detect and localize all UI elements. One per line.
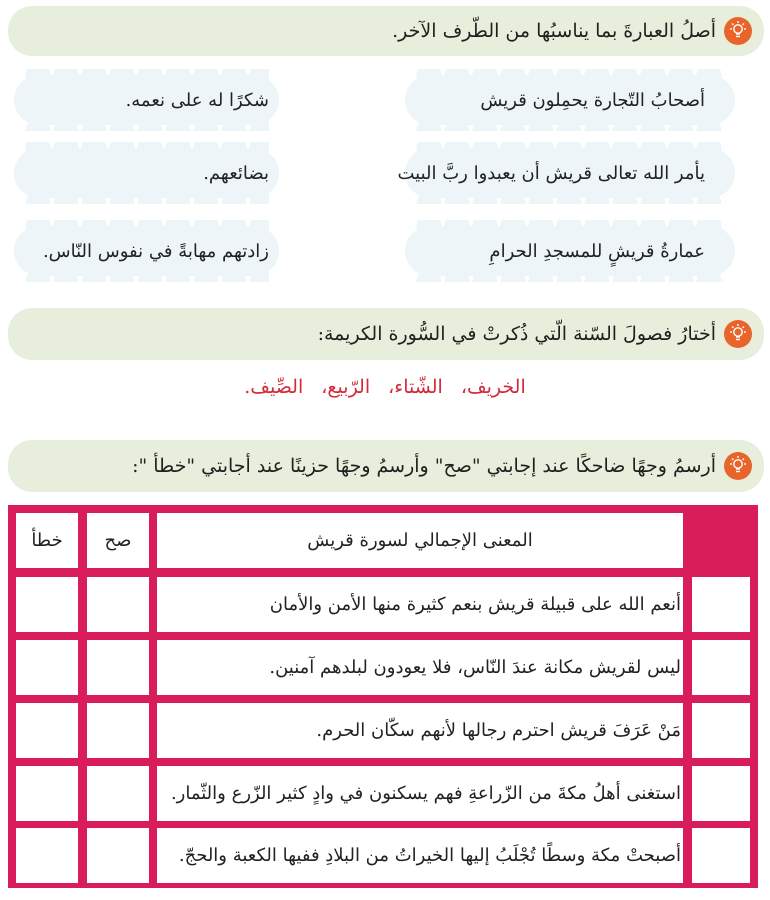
correct-answer-cell[interactable] — [87, 828, 149, 883]
row-marker-cell — [692, 577, 750, 632]
statement-cell — [157, 703, 683, 758]
match-text: يأمر الله تعالى قريش أن يعبدوا ربَّ البيت — [397, 162, 705, 184]
match-text: شكرًا له على نعمه. — [125, 89, 269, 111]
match-right-item[interactable] — [14, 148, 279, 198]
row-marker-cell — [692, 703, 750, 758]
season-summer: الصِّيف. — [244, 376, 304, 398]
instruction-text: أرسمُ وجهًا ضاحكًا عند إجابتي "صح" وأرسمُ وجهًا حزينًا عند أجابتي "خطأ ": — [132, 455, 716, 477]
lightbulb-icon — [724, 17, 752, 45]
match-right-item[interactable] — [14, 226, 279, 276]
statement-cell — [157, 828, 683, 883]
true-false-table — [8, 505, 758, 888]
header-wrong — [16, 513, 78, 568]
row-marker-cell — [692, 766, 750, 821]
header-correct — [87, 513, 149, 568]
statement-text: أنعم الله على قبيلة قريش بنعم كثيرة منها الأمن والأمان — [269, 594, 681, 615]
lightbulb-icon — [724, 452, 752, 480]
instruction-text: أختارُ فصولَ السّنة الّتي ذُكرتْ في السُّورة الكريمة: — [317, 323, 716, 345]
instruction-banner-1 — [8, 6, 764, 56]
statement-cell — [157, 577, 683, 632]
season-spring: الرّبيع، — [321, 376, 371, 398]
season-winter: الشّتاء، — [388, 376, 443, 398]
correct-answer-cell[interactable] — [87, 703, 149, 758]
match-left-item[interactable] — [405, 226, 735, 276]
statement-text: استغنى أهلُ مكةَ من الزّراعةِ فهم يسكنون في وادٍ كثير الزّرع والثّمار. — [170, 783, 681, 804]
row-marker-cell — [692, 828, 750, 883]
seasons-answer — [0, 376, 770, 398]
wrong-answer-cell[interactable] — [16, 828, 78, 883]
statement-text: أصبحتْ مكة وسطًا تُجْلَبُ إليها الخيراتُ من البلادِ ففيها الكعبة والحجّ. — [178, 845, 681, 866]
match-right-item[interactable] — [14, 75, 279, 125]
header-wrong-label: خطأ — [31, 530, 63, 551]
header-meaning — [157, 513, 683, 568]
match-left-item[interactable] — [405, 75, 735, 125]
correct-answer-cell[interactable] — [87, 766, 149, 821]
wrong-answer-cell[interactable] — [16, 577, 78, 632]
instruction-text: أصلُ العبارةَ بما يناسبُها من الطّرف الآخر. — [392, 20, 716, 42]
instruction-banner-3 — [8, 440, 764, 492]
lightbulb-icon — [724, 320, 752, 348]
correct-answer-cell[interactable] — [87, 577, 149, 632]
wrong-answer-cell[interactable] — [16, 703, 78, 758]
statement-cell — [157, 640, 683, 695]
header-meaning-label: المعنى الإجمالي لسورة قريش — [307, 530, 533, 551]
statement-text: ليس لقريش مكانة عندَ النّاس، فلا يعودون لبلدهم آمنين. — [269, 657, 681, 678]
statement-cell — [157, 766, 683, 821]
statement-text: مَنْ عَرَفَ قريش احترم رجالها لأنهم سكّان الحرم. — [316, 720, 681, 741]
instruction-banner-2 — [8, 308, 764, 360]
wrong-answer-cell[interactable] — [16, 766, 78, 821]
row-marker-cell — [692, 640, 750, 695]
match-text: عمارةُ قريشٍ للمسجدِ الحرامِ — [489, 240, 705, 262]
correct-answer-cell[interactable] — [87, 640, 149, 695]
wrong-answer-cell[interactable] — [16, 640, 78, 695]
header-correct-label: صح — [104, 530, 132, 551]
match-text: أصحابُ التّجارة يحمِلون قريش — [480, 89, 705, 111]
match-text: زادتهم مهابةً في نفوس النّاس. — [42, 240, 269, 262]
match-left-item[interactable] — [397, 148, 735, 198]
match-text: بضائعهم. — [203, 162, 269, 184]
season-autumn: الخريف، — [460, 376, 526, 398]
